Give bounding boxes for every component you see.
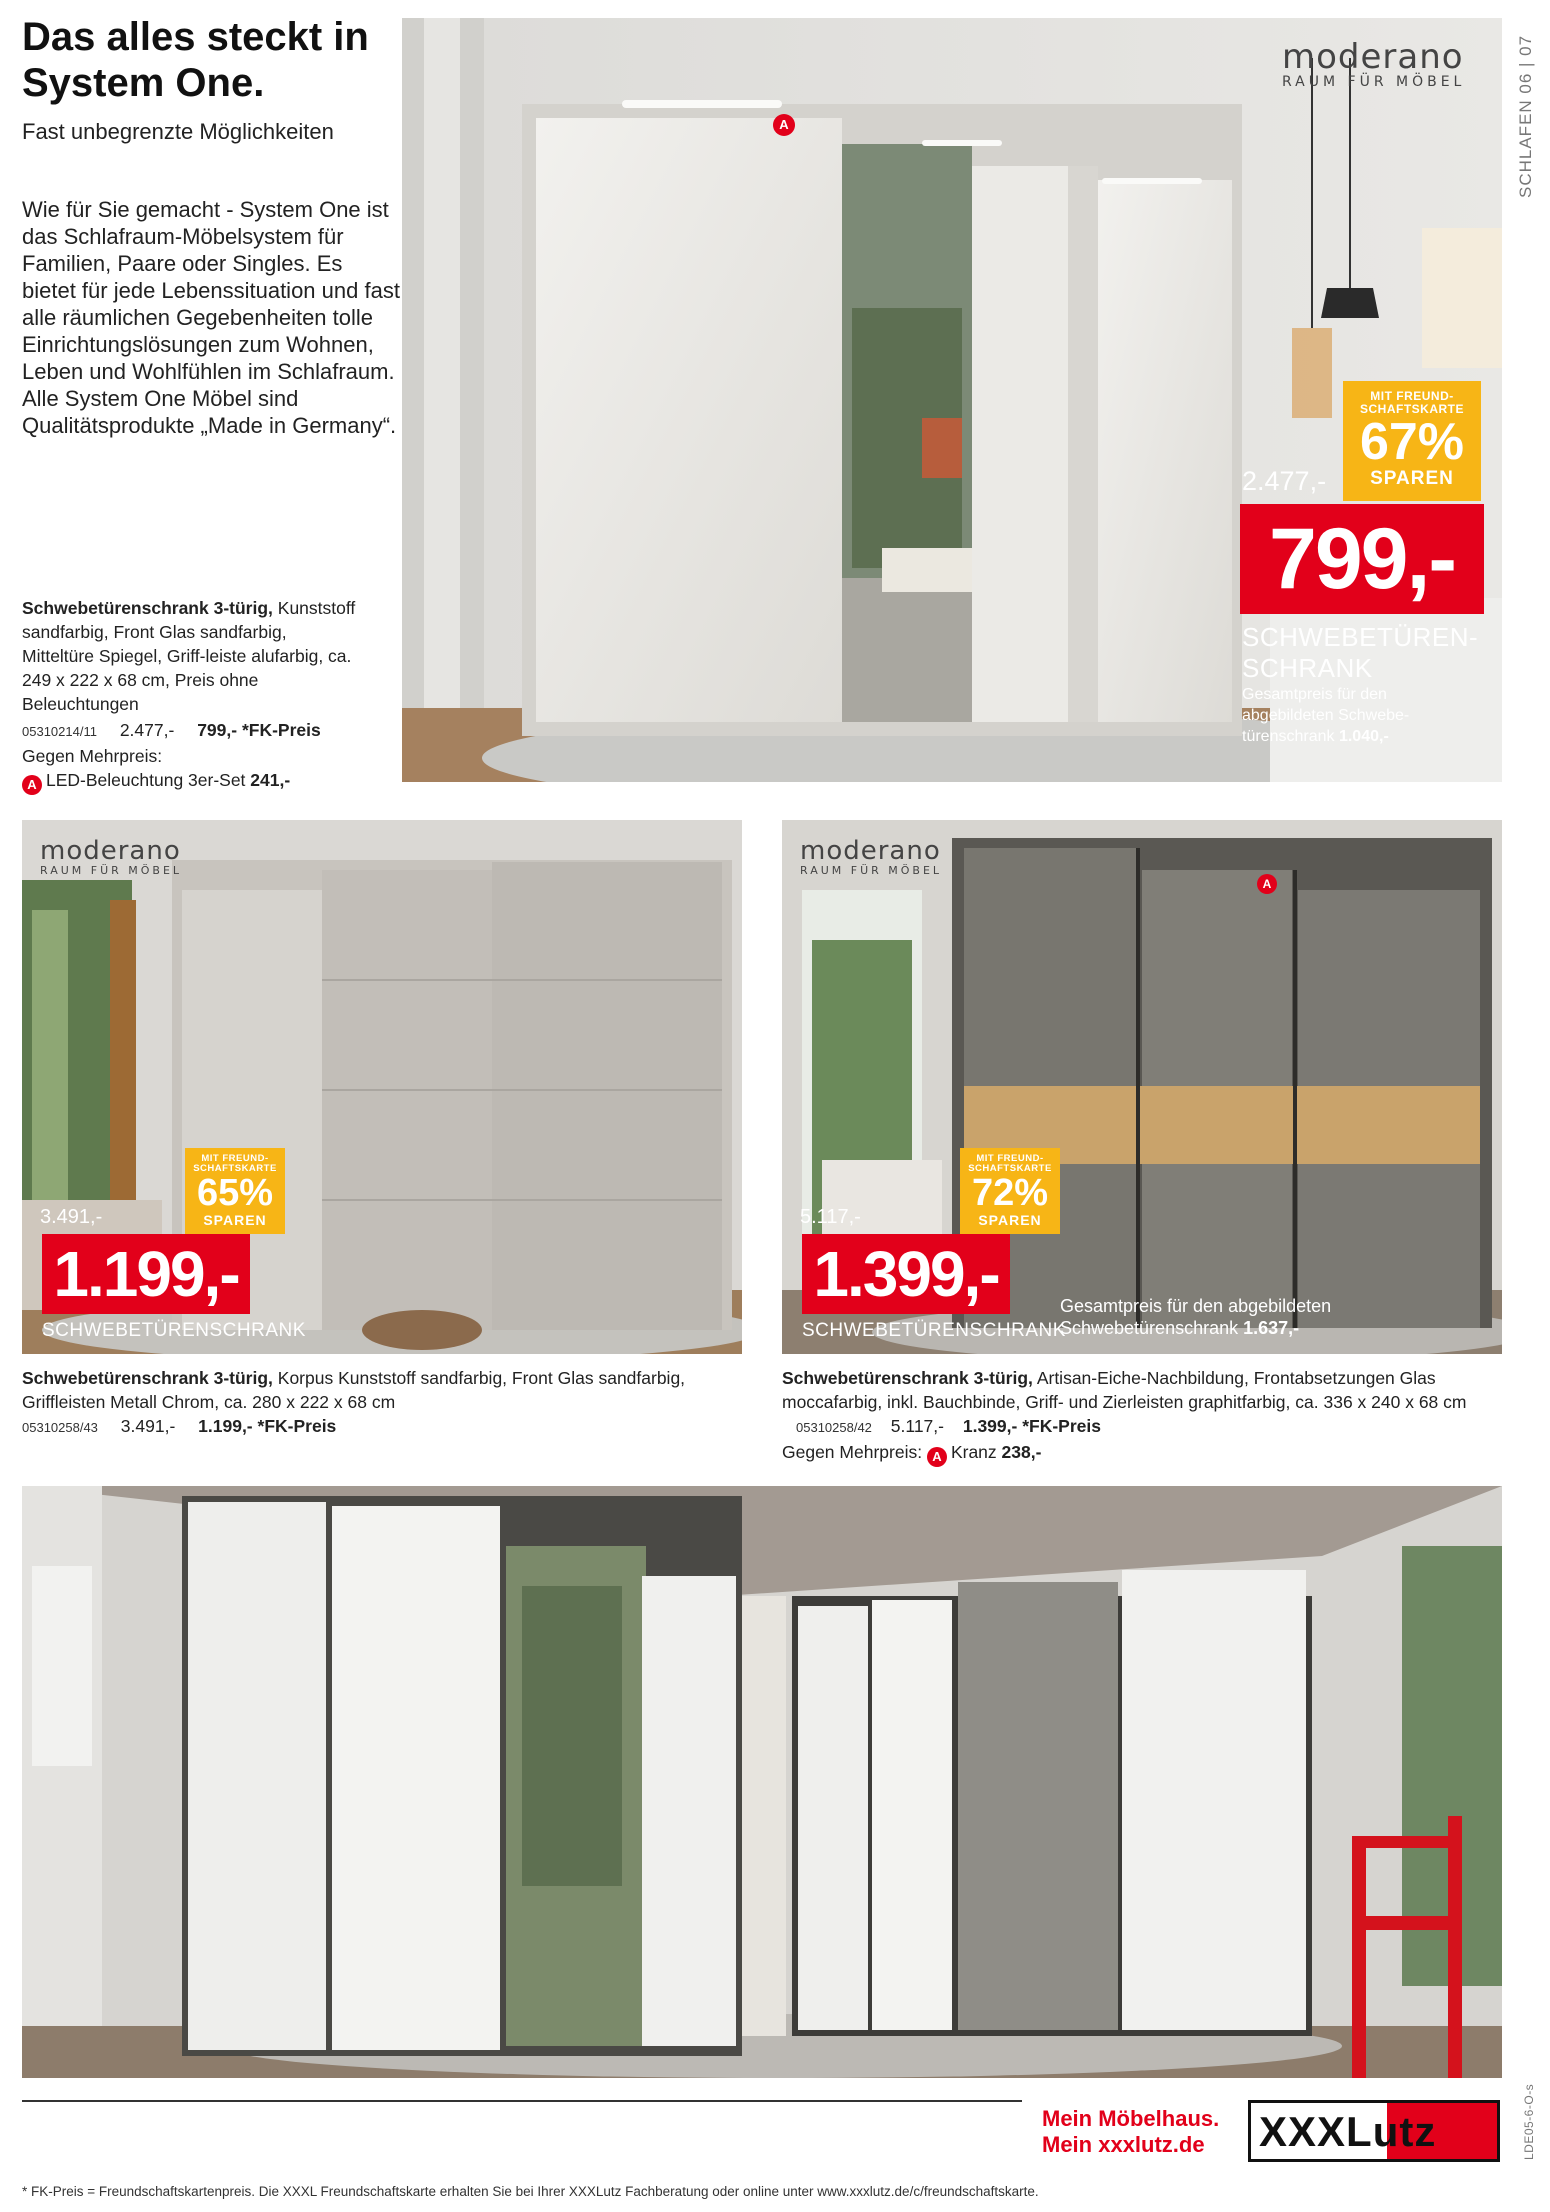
slogan-line1: Mein Möbelhaus. <box>1042 2106 1220 2131</box>
product3-extra-item: Kranz <box>950 1442 997 1462</box>
product1-title: Schwebetürenschrank 3-türig, <box>22 598 273 618</box>
marker-a-icon: A <box>927 1447 947 1467</box>
brand-logo-moderano <box>1282 37 1466 90</box>
badge-line2: SCHAFTSKARTE <box>193 1163 277 1174</box>
badge-line1: MIT FREUND- <box>1370 389 1454 403</box>
photo1-caption <box>1242 622 1478 684</box>
product3-price: 1.399,- <box>962 1416 1018 1436</box>
product1-sku: 05310214/11 <box>22 724 97 739</box>
photo1-total <box>1242 684 1466 747</box>
photo1-price: 799,- <box>1240 504 1484 614</box>
footer-divider <box>22 2100 1022 2102</box>
product1-price-label: *FK-Preis <box>241 720 321 740</box>
photo3-caption: SCHWEBETÜRENSCHRANK <box>802 1320 1066 1341</box>
product2-info <box>22 1366 722 1440</box>
footer-note: * FK-Preis = Freundschaftskartenpreis. Die XXXL Freundschaftskarte erhalten Sie bei Ihrer XXXLutz Fachberatung oder online unter www.xxxlutz.de/c/freundschaftskarte. <box>22 2184 1039 2199</box>
badge-percent: 67% <box>1359 413 1465 471</box>
product3-extra-price: 238,- <box>1001 1442 1042 1462</box>
product1-desc: Kunststoff sandfarbig, Front Glas sandfarbig, Mitteltüre Spiegel, Griff-leiste alufarbig, ca. 249 x 222 x 68 cm, Preis ohne Beleuchtungen <box>22 598 356 714</box>
badge-save: SPAREN <box>203 1212 267 1228</box>
product1-old-price: 2.477,- <box>119 720 175 740</box>
xxxlutz-logo[interactable] <box>1248 2100 1500 2162</box>
caption-line2: SCHRANK <box>1242 653 1373 683</box>
product3-price-label: *FK-Preis <box>1022 1416 1101 1436</box>
total-text: Gesamtpreis für den abgebildeten Schwebe-türenschrank <box>1242 686 1410 745</box>
savings-badge-3 <box>960 1148 1060 1234</box>
brand-logo-moderano-2 <box>40 838 182 877</box>
logo-text: XXXLutz <box>1259 2108 1437 2155</box>
product2-photo <box>22 820 742 1354</box>
brand-sub: RAUM FÜR MÖBEL <box>40 864 183 877</box>
product1-extra-item: LED-Beleuchtung 3er-Set <box>46 770 246 790</box>
badge-percent: 72% <box>971 1172 1049 1214</box>
badge-percent: 65% <box>196 1172 274 1214</box>
total-price: 1.040,- <box>1338 728 1389 745</box>
marker-a-icon: A <box>22 775 42 795</box>
badge-save: SPAREN <box>1370 468 1454 489</box>
photo3-total <box>1060 1295 1331 1339</box>
product3-old-price: 5.117,- <box>890 1416 944 1436</box>
photo2-price: 1.199,- <box>42 1234 250 1314</box>
product1-photo <box>402 18 1502 782</box>
photo2-old-price: 3.491,- <box>40 1206 103 1228</box>
badge-line2: SCHAFTSKARTE <box>968 1163 1052 1174</box>
brand-name: moderano <box>800 836 941 866</box>
product2-title: Schwebetürenschrank 3-türig, <box>22 1368 273 1388</box>
brand-name: moderano <box>40 836 181 866</box>
product3-extra-label: Gegen Mehrpreis: <box>782 1442 923 1462</box>
product2-price-label: *FK-Preis <box>257 1416 337 1436</box>
savings-badge-2 <box>185 1148 285 1234</box>
badge-save: SPAREN <box>978 1212 1042 1228</box>
product3-sku: 05310258/42 <box>796 1420 872 1435</box>
badge-line1: MIT FREUND- <box>976 1153 1044 1164</box>
brand-sub: RAUM FÜR MÖBEL <box>1282 74 1466 90</box>
brand-sub: RAUM FÜR MÖBEL <box>800 864 943 877</box>
photo3-old-price: 5.117,- <box>800 1206 861 1228</box>
photo1-old-price: 2.477,- <box>1242 466 1327 496</box>
badge-line2: SCHAFTSKARTE <box>1360 402 1464 416</box>
footer-code: LDE05-6-O-s <box>1522 2083 1536 2160</box>
system-one-photo <box>22 1486 1502 2078</box>
headline: Das alles steckt in System One. <box>22 15 369 105</box>
caption-line1: SCHWEBETÜREN- <box>1242 622 1479 652</box>
product1-extra-price: 241,- <box>250 770 291 790</box>
product2-sku: 05310258/43 <box>22 1420 98 1435</box>
product1-price: 799,- <box>197 720 238 740</box>
product1-info <box>22 596 362 795</box>
brand-name: moderano <box>1282 37 1464 77</box>
product2-price: 1.199,- <box>198 1416 253 1436</box>
marker-a-photo1: A <box>773 114 795 136</box>
photo2-caption: SCHWEBETÜRENSCHRANK <box>42 1320 306 1341</box>
product3-desc: Artisan-Eiche-Nachbildung, Frontabsetzungen Glas moccafarbig, inkl. Bauchbinde, Griff- und Zierleisten graphitfarbig, ca. 336 x 240 x 68 cm <box>782 1368 1467 1412</box>
slogan-line2: Mein xxxlutz.de <box>1042 2132 1205 2157</box>
savings-badge-1 <box>1343 381 1481 501</box>
brand-logo-moderano-3 <box>800 838 942 877</box>
total-price: 1.637,- <box>1243 1318 1300 1338</box>
product3-info <box>782 1366 1502 1467</box>
bedroom-scene-4 <box>22 1486 1502 2078</box>
section-label: SCHLAFEN 06 | 07 <box>1516 34 1535 198</box>
product2-desc: Korpus Kunststoff sandfarbig, Front Glas sandfarbig, Griffleisten Metall Chrom, ca. 280 x 222 x 68 cm <box>22 1368 686 1412</box>
product1-extra-label: Gegen Mehrpreis: <box>22 746 163 766</box>
total-line1: Gesamtpreis für den abgebildeten <box>1060 1296 1332 1316</box>
badge-line1: MIT FREUND- <box>201 1153 269 1164</box>
intro-text: Wie für Sie gemacht - System One ist das Schlafraum-Möbelsystem für Familien, Paare oder Singles. Es bietet für jede Lebenssituation und fast alle räumlichen Gegebenheiten tolle Einrichtungslösungen zum Wohnen, Leben und Wohlfühlen im Schlafraum. Alle System One Möbel sind Qualitätsprodukte „Made in Germany“. <box>22 197 400 438</box>
product2-old-price: 3.491,- <box>120 1416 176 1436</box>
footer-slogan <box>1042 2106 1219 2158</box>
product3-title: Schwebetürenschrank 3-türig, <box>782 1368 1033 1388</box>
total-line2: Schwebetürenschrank <box>1060 1318 1239 1338</box>
product3-photo <box>782 820 1502 1354</box>
photo3-price: 1.399,- <box>802 1234 1010 1314</box>
subheadline: Fast unbegrenzte Möglichkeiten <box>22 119 334 144</box>
marker-a-photo3: A <box>1257 874 1277 894</box>
